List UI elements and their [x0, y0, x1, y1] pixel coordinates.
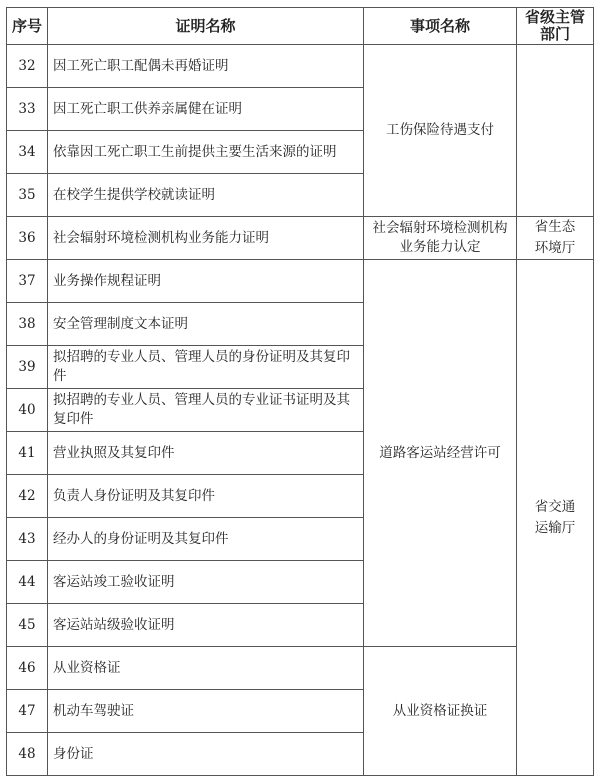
row-cert-name: 在校学生提供学校就读证明	[48, 174, 364, 217]
row-cert-name: 经办人的身份证明及其复印件	[48, 518, 364, 561]
row-cert-name: 营业执照及其复印件	[48, 432, 364, 475]
row-cert-name: 从业资格证	[48, 647, 364, 690]
dept-cell: 省交通运输厅	[517, 260, 594, 776]
matter-cell: 从业资格证换证	[364, 647, 517, 776]
dept-cell: 省生态环境厅	[517, 217, 594, 260]
row-seq: 42	[7, 475, 48, 518]
table-row	[7, 260, 594, 303]
table-row	[7, 45, 594, 88]
row-cert-name: 身份证	[48, 733, 364, 776]
header-seq: 序号	[7, 8, 48, 45]
row-cert-name: 拟招聘的专业人员、管理人员的专业证书证明及其复印件	[48, 389, 364, 432]
row-cert-name: 安全管理制度文本证明	[48, 303, 364, 346]
row-seq: 36	[7, 217, 48, 260]
table-row	[7, 217, 594, 260]
row-seq: 34	[7, 131, 48, 174]
header-dept: 省级主管部门	[517, 8, 594, 45]
dept-cell	[517, 45, 594, 217]
row-seq: 47	[7, 690, 48, 733]
row-cert-name: 社会辐射环境检测机构业务能力证明	[48, 217, 364, 260]
row-cert-name: 依靠因工死亡职工生前提供主要生活来源的证明	[48, 131, 364, 174]
row-cert-name: 因工死亡职工供养亲属健在证明	[48, 88, 364, 131]
row-seq: 33	[7, 88, 48, 131]
row-seq: 35	[7, 174, 48, 217]
row-cert-name: 客运站站级验收证明	[48, 604, 364, 647]
row-seq: 46	[7, 647, 48, 690]
matter-cell: 工伤保险待遇支付	[364, 45, 517, 217]
row-seq: 32	[7, 45, 48, 88]
row-cert-name: 负责人身份证明及其复印件	[48, 475, 364, 518]
header-row	[7, 8, 594, 45]
table-row	[7, 647, 594, 690]
row-seq: 39	[7, 346, 48, 389]
header-cert-name: 证明名称	[48, 8, 364, 45]
row-seq: 43	[7, 518, 48, 561]
row-cert-name: 机动车驾驶证	[48, 690, 364, 733]
row-seq: 37	[7, 260, 48, 303]
row-cert-name: 客运站竣工验收证明	[48, 561, 364, 604]
row-seq: 41	[7, 432, 48, 475]
matter-cell: 社会辐射环境检测机构业务能力认定	[364, 217, 517, 260]
row-seq: 44	[7, 561, 48, 604]
row-seq: 38	[7, 303, 48, 346]
header-matter-name: 事项名称	[364, 8, 517, 45]
row-seq: 40	[7, 389, 48, 432]
row-cert-name: 业务操作规程证明	[48, 260, 364, 303]
row-cert-name: 因工死亡职工配偶未再婚证明	[48, 45, 364, 88]
certificate-table	[6, 7, 594, 776]
row-cert-name: 拟招聘的专业人员、管理人员的身份证明及其复印件	[48, 346, 364, 389]
row-seq: 48	[7, 733, 48, 776]
row-seq: 45	[7, 604, 48, 647]
matter-cell: 道路客运站经营许可	[364, 260, 517, 647]
